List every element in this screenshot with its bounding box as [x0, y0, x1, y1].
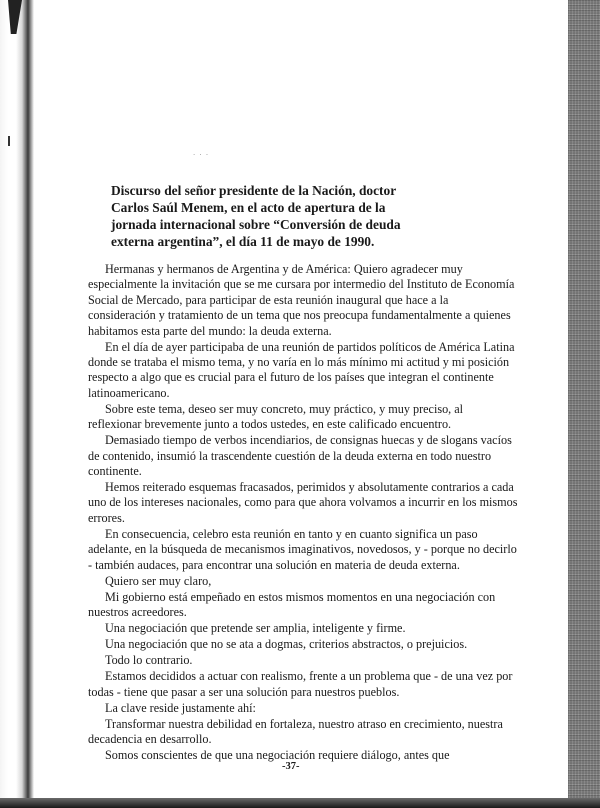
- page-left-edge-shadow: [0, 0, 36, 808]
- paragraph: Quiero ser muy claro,: [105, 573, 212, 588]
- paragraph: Demasiado tiempo de verbos incendiarios, de consignas huecas y de slogans vacíos de contenido, insumió la trascendente cuestión de la deuda externa en todo nuestro continente.: [88, 433, 512, 479]
- heading-line: jornada internacional sobre “Conversión de deuda: [111, 217, 401, 232]
- paragraph: En consecuencia, celebro esta reunión en tanto y en cuanto significa un paso adelante, en la búsqueda de mecanismos imaginativos, novedosos, y - porque no decirlo - también audaces, para encontrar una solución en materia de deuda externa.: [88, 526, 517, 572]
- page-bottom-edge-shadow: [0, 798, 600, 808]
- paragraph: Transformar nuestra debilidad en fortaleza, nuestro atraso en crecimiento, nuestra decadencia en desarrollo.: [88, 716, 503, 746]
- paragraph: Hemos reiterado esquemas fracasados, perimidos y absolutamente contrarios a cada uno de los intereses nacionales, como para que ahora volvamos a incurrir en los mismos errores.: [88, 480, 518, 525]
- paragraph: Una negociación que no se ata a dogmas, criterios abstractos, o prejuicios.: [105, 637, 468, 652]
- margin-mark: [8, 136, 10, 146]
- paragraph: En el día de ayer participaba de una reunión de partidos políticos de América Latina donde se trataba el mismo tema, y no varía en lo más mínimo mi actitud y mi posición respecto a algo que es crucial para el futuro de los países que integran el continente latinoamericano.: [88, 339, 515, 400]
- paragraph: La clave reside justamente ahí:: [105, 700, 256, 715]
- paragraph: Una negociación que pretende ser amplia, inteligente y firme.: [105, 621, 406, 636]
- page-number: -37-: [282, 761, 300, 772]
- scan-speck: · · ·: [193, 151, 210, 159]
- paragraph: Hermanas y hermanos de Argentina y de América: Quiero agradecer muy especialmente la invitación que se me cursara por intermedio del Instituto de Economía Social de Mercado, para participar de esta reunión inaugural que hace a la consideración y tratamiento de un tema que nos preocupa fundamentalmente a quienes habitamos esta parte del mundo: la deuda externa.: [88, 262, 515, 338]
- heading-line: Discurso del señor presidente de la Nación, doctor: [111, 183, 397, 198]
- paragraph: Sobre este tema, deseo ser muy concreto, muy práctico, y muy preciso, al reflexionar brevemente junto a todos ustedes, en este calificado encuentro.: [88, 401, 464, 432]
- speech-heading: [111, 182, 511, 250]
- heading-line: Carlos Saúl Menem, en el acto de apertura de la: [111, 200, 386, 215]
- paragraph: Todo lo contrario.: [105, 653, 193, 668]
- page-right-edge-shadow: [568, 0, 600, 808]
- paragraph: Estamos decididos a actuar con realismo, frente a un problema que - de una vez por todas - tiene que pasar a ser una solución para nuestros pueblos.: [88, 669, 513, 699]
- heading-line: externa argentina”, el día 11 de mayo de 1990.: [111, 234, 375, 249]
- speech-body: [88, 262, 518, 763]
- paragraph: Somos conscientes de que una negociación requiere diálogo, antes que: [105, 747, 450, 762]
- paragraph: Mi gobierno está empeñado en estos mismos momentos en una negociación con nuestros acreedores.: [88, 589, 496, 620]
